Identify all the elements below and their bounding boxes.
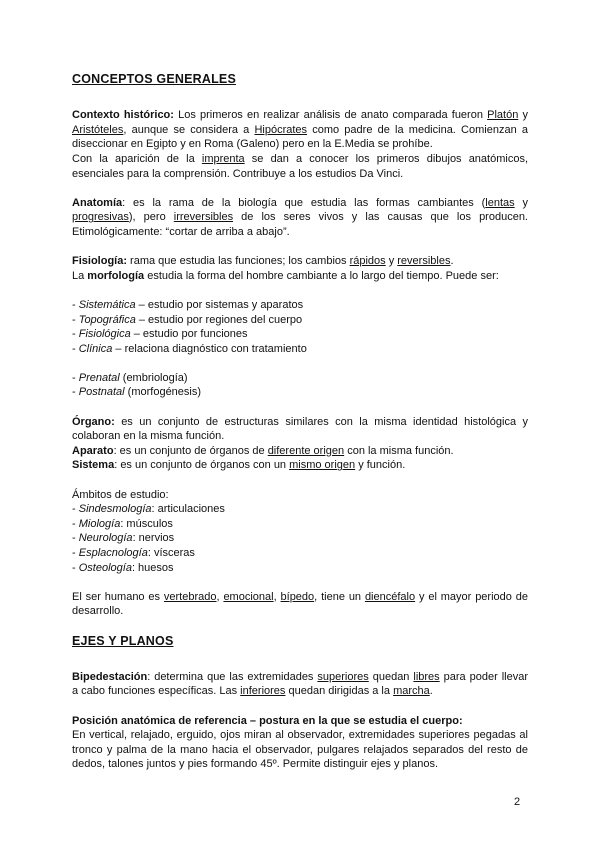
underline-bipedo: bípedo [280,590,315,603]
list-item: - Sindesmología: articulaciones [72,503,225,516]
list-item: - Neurología: nervios [72,532,175,545]
document-page [72,72,528,772]
list-item: - Sistemática – estudio por sistemas y aparatos [72,298,304,311]
underline-emocional: emocional [223,590,274,603]
underline-irreversibles: irreversibles [173,211,234,224]
term-anatomia: Anatomía [72,196,123,209]
underline-hipocrates: Hipócrates [254,123,308,136]
underline-lentas: lentas [485,196,515,209]
term-bipedestacion: Bipedestación [72,670,148,683]
paragraph-fisiologia: Fisiología: rama que estudia las funciones; los cambios rápidos y reversibles. [72,255,454,268]
page-number: 2 [514,796,521,808]
list-tipos-morfologia [72,298,528,356]
underline-reversibles: reversibles [397,255,451,268]
term-sistema: Sistema [72,459,115,472]
underline-inferiores: inferiores [240,685,286,698]
list-item: - Prenatal (embriología) [72,371,188,384]
paragraph-organo: Órgano: es un conjunto de estructuras similares con la misma identidad histológica y colaboran en la misma función. [72,415,528,443]
paragraph-contexto: Contexto histórico: Los primeros en realizar análisis de anato comparada fueron Platón y Aristóteles, aunque se considera a Hipócrates como padre de la medicina. Comienzan a diseccionar en Egipto y en Roma (Galeno) pero en la E.Media se prohíbe. [72,109,528,151]
underline-libres: libres [413,670,440,683]
underline-platon: Platón [487,109,519,122]
section-title-ejes: EJES Y PLANOS [72,633,174,648]
paragraph-aparato: Aparato: es un conjunto de órganos de diferente origen con la misma función. [72,444,454,457]
section-title-conceptos: CONCEPTOS GENERALES [72,72,237,86]
term-posicion-anatomica: Posición anatómica de referencia – postura en la que se estudia el cuerpo: [72,714,463,727]
underline-mismo-origen: mismo origen [289,459,356,472]
paragraph-posicion: En vertical, relajado, erguido, ojos miran al observador, extremidades superiores pegadas al tronco y palma de la mano hacia el observador, pulgares relajados separados del resto de dedos, talones juntos y pies formando 45º. Permite distinguir ejes y planos. [72,729,528,771]
paragraph-morfologia: La morfología estudia la forma del hombre cambiante a lo largo del tiempo. Puede ser: [72,269,499,282]
paragraph-bipedestacion: Bipedestación: determina que las extremidades superiores quedan libres para poder llevar a cabo funciones específicas. Las inferiores quedan dirigidas a la marcha. [72,670,528,698]
list-item: - Topográfica – estudio por regiones del cuerpo [72,313,303,326]
underline-marcha: marcha [393,685,430,698]
list-item: - Miología: músculos [72,517,173,530]
underline-progresivas: progresivas [72,211,129,224]
underline-diferente-origen: diferente origen [267,444,345,457]
list-ambitos [72,502,528,575]
term-organo: Órgano: [72,415,115,428]
underline-vertebrado: vertebrado [163,590,217,603]
paragraph-anatomia: Anatomía: es la rama de la biología que estudia las formas cambiantes (lentas y progresivas), pero irreversibles de los seres vivos y las causas que los producen. Etimológicamente: “cortar de arriba a abajo”. [72,196,528,238]
underline-rapidos: rápidos [349,255,386,268]
list-item: - Osteología: huesos [72,561,174,574]
term-fisiologia: Fisiología: [72,255,127,268]
underline-diencefalo: diencéfalo [364,590,416,603]
list-item: - Fisiológica – estudio por funciones [72,328,248,341]
ambitos-title: Ámbitos de estudio: [72,488,169,501]
underline-superiores: superiores [317,670,369,683]
term-morfologia: morfología [87,269,145,282]
paragraph-sistema: Sistema: es un conjunto de órganos con un mismo origen y función. [72,459,406,472]
list-item: - Clínica – relaciona diagnóstico con tratamiento [72,342,307,355]
list-item: - Esplacnología: vísceras [72,547,195,559]
underline-aristoteles: Aristóteles [72,123,124,136]
term-contexto: Contexto histórico: [72,109,174,122]
paragraph-ser-humano: El ser humano es vertebrado, emocional, bípedo, tiene un diencéfalo y el mayor periodo de desarrollo. [72,590,528,618]
paragraph-imprenta: Con la aparición de la imprenta se dan a conocer los primeros dibujos anatómicos, esenciales para la comprensión. Contribuye a los estudios Da Vinci. [72,152,529,180]
list-item: - Postnatal (morfogénesis) [72,386,202,399]
paragraph-posicion-label [72,714,528,729]
list-tipos-temporales [72,371,528,400]
underline-imprenta: imprenta [201,152,245,165]
term-aparato: Aparato [72,444,114,457]
